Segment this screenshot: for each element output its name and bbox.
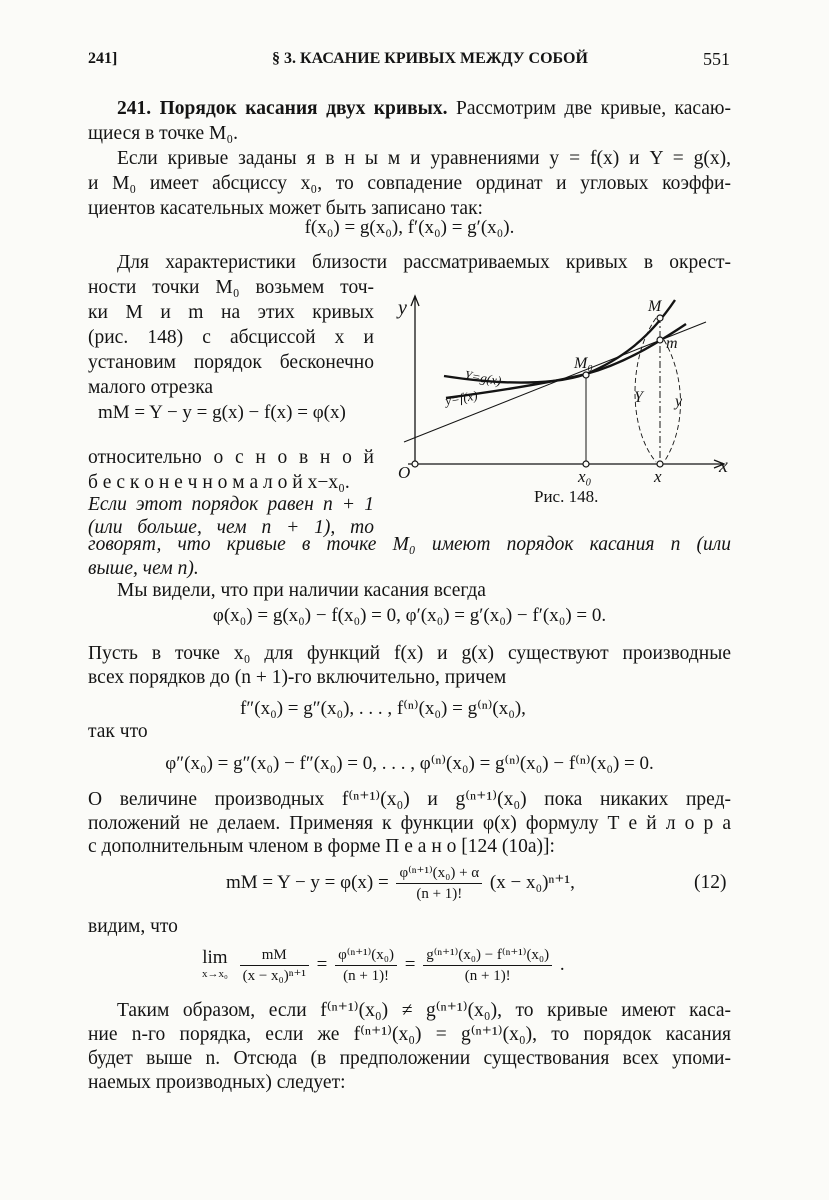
paragraph-line: относительно о с н о в н о й — [88, 447, 374, 468]
point-origin — [412, 461, 418, 467]
paragraph-line: ние n-го порядка, если же f⁽ⁿ⁺¹⁾(x₀) = g⁽ⁿ⁺¹⁾(x₀), то порядок касания — [88, 1024, 731, 1045]
equation-phi-zero: φ(x₀) = g(x₀) − f(x₀) = 0, φ′(x₀) = g′(x₀) − f′(x₀) = 0. — [212, 605, 607, 626]
header-title: § 3. КАСАНИЕ КРИВЫХ МЕЖДУ СОБОЙ — [272, 50, 588, 67]
equation-segment: mM = Y − y = g(x) − f(x) = φ(x) — [98, 402, 346, 423]
equation-limit: lim x→x₀ $\frac{mM}{\text{(x − x₀)ⁿ⁺¹}}$ = $\frac{\text{φ⁽ⁿ⁺¹⁾(x₀)}}{(n + 1)!}$ = $\frac{\text{g⁽ⁿ⁺¹⁾(x₀) − f⁽ⁿ⁺¹⁾(x₀)}}{(n + 1)!}$ . — [202, 946, 565, 985]
paragraph-line: циентов касательных может быть записано так: — [88, 198, 483, 219]
fraction: $\frac{mM}{\text{(x − x₀)ⁿ⁺¹}}$ — [240, 946, 309, 985]
paragraph-line: видим, что — [88, 916, 178, 937]
label-origin: O — [398, 463, 411, 482]
label-x: x — [654, 467, 662, 486]
label-M0: M₀ — [574, 355, 593, 372]
label-x0: x₀ — [578, 467, 592, 486]
paragraph-line: малого отрезка — [88, 377, 214, 398]
paragraph-line: ности точки M₀ возьмем точ- — [88, 277, 374, 298]
label-Y: Y — [634, 389, 643, 406]
header-section-number: 241] — [88, 50, 118, 67]
paragraph-line: 241. Порядок касания двух кривых. Рассмотрим две кривые, касаю- — [117, 98, 731, 119]
equation-tangency: f(x₀) = g(x₀), f′(x₀) = g′(x₀). — [304, 217, 515, 238]
paragraph-line: щиеся в точке M₀. — [88, 123, 239, 144]
label-curve-f: y=f(x) — [443, 387, 479, 408]
paragraph-line: Для характеристики близости рассматриваемых кривых в окрест- — [117, 252, 731, 273]
point-m — [657, 337, 663, 343]
equation-derivatives-equal: f″(x₀) = g″(x₀), . . . , f⁽ⁿ⁾(x₀) = g⁽ⁿ⁾(x₀), — [240, 698, 526, 719]
figure-148 — [388, 278, 738, 518]
paragraph-line: установим порядок бесконечно — [88, 352, 374, 373]
paragraph-line: Мы видели, что при наличии касания всегда — [117, 580, 486, 601]
paragraph-line: б е с к о н е ч н о м а л о й x−x₀. — [88, 472, 350, 493]
paragraph-line: с дополнительным членом в форме П е а н о [124 (10a)]: — [88, 836, 555, 857]
header-page-number: 551 — [703, 49, 730, 69]
label-y-segment: y — [675, 393, 683, 410]
fraction: $\frac{\text{g⁽ⁿ⁺¹⁾(x₀) − f⁽ⁿ⁺¹⁾(x₀)}}{(n + 1)!}$ — [423, 946, 552, 985]
fraction: $\frac{\text{φ⁽ⁿ⁺¹⁾(x₀) + α}}{(n + 1)!}$ — [396, 864, 482, 903]
paragraph-line: и M₀ имеет абсциссу x₀, то совпадение ординат и угловых коэффи- — [88, 173, 731, 194]
label-y-axis: y — [398, 297, 407, 319]
curve-f — [446, 324, 686, 398]
label-curve-g: Y=g(x) — [463, 367, 503, 389]
paragraph-line: всех порядков до (n + 1)-го включительно, причем — [88, 667, 507, 688]
equation-phi-derivatives: φ″(x₀) = g″(x₀) − f″(x₀) = 0, . . . , φ⁽ⁿ⁾(x₀) = g⁽ⁿ⁾(x₀) − f⁽ⁿ⁾(x₀) = 0. — [165, 753, 654, 774]
paragraph-line: (или больше, чем n + 1), то — [88, 517, 374, 538]
equation-number: (12) — [694, 872, 727, 893]
paragraph-line: Если этот порядок равен n + 1 — [88, 494, 374, 515]
paragraph-line: Таким образом, если f⁽ⁿ⁺¹⁾(x₀) ≠ g⁽ⁿ⁺¹⁾(x₀), то кривые имеют каса- — [117, 1000, 731, 1021]
figure-caption: Рис. 148. — [534, 487, 599, 506]
paragraph-line: выше, чем n). — [88, 558, 199, 579]
paragraph-line: будет выше n. Отсюда (в предположении существования всех упоми- — [88, 1048, 731, 1069]
point-M — [657, 315, 663, 321]
section-heading: 241. Порядок касания двух кривых. — [117, 98, 448, 119]
paragraph-line: говорят, что кривые в точке M₀ имеют порядок касания n (или — [88, 534, 731, 555]
paragraph-line: Пусть в точке x₀ для функций f(x) и g(x) существуют производные — [88, 643, 731, 664]
equation-12: mM = Y − y = φ(x) = $\frac{\text{φ⁽ⁿ⁺¹⁾(x₀) + α}}{(n + 1)!}$ (x − x₀)ⁿ⁺¹, — [226, 865, 575, 903]
point-M0 — [583, 372, 589, 378]
label-x-axis: x — [719, 455, 728, 477]
label-m: m — [666, 335, 678, 352]
paragraph-line: так что — [88, 721, 148, 742]
paragraph-line: (рис. 148) с абсциссой x и — [88, 327, 374, 348]
paragraph-line: О величине производных f⁽ⁿ⁺¹⁾(x₀) и g⁽ⁿ⁺¹⁾(x₀) пока никаких пред- — [88, 789, 731, 810]
fraction: $\frac{\text{φ⁽ⁿ⁺¹⁾(x₀)}}{(n + 1)!}$ — [335, 946, 397, 985]
label-M: M — [648, 298, 662, 315]
paragraph-line: Если кривые заданы я в н ы м и уравнениями y = f(x) и Y = g(x), — [117, 148, 731, 169]
paragraph-line: положений не делаем. Применяя к функции φ(x) формулу Т е й л о р а — [88, 813, 731, 834]
paragraph-line: ки M и m на этих кривых — [88, 302, 374, 323]
paragraph-line: наемых производных) следует: — [88, 1072, 346, 1093]
